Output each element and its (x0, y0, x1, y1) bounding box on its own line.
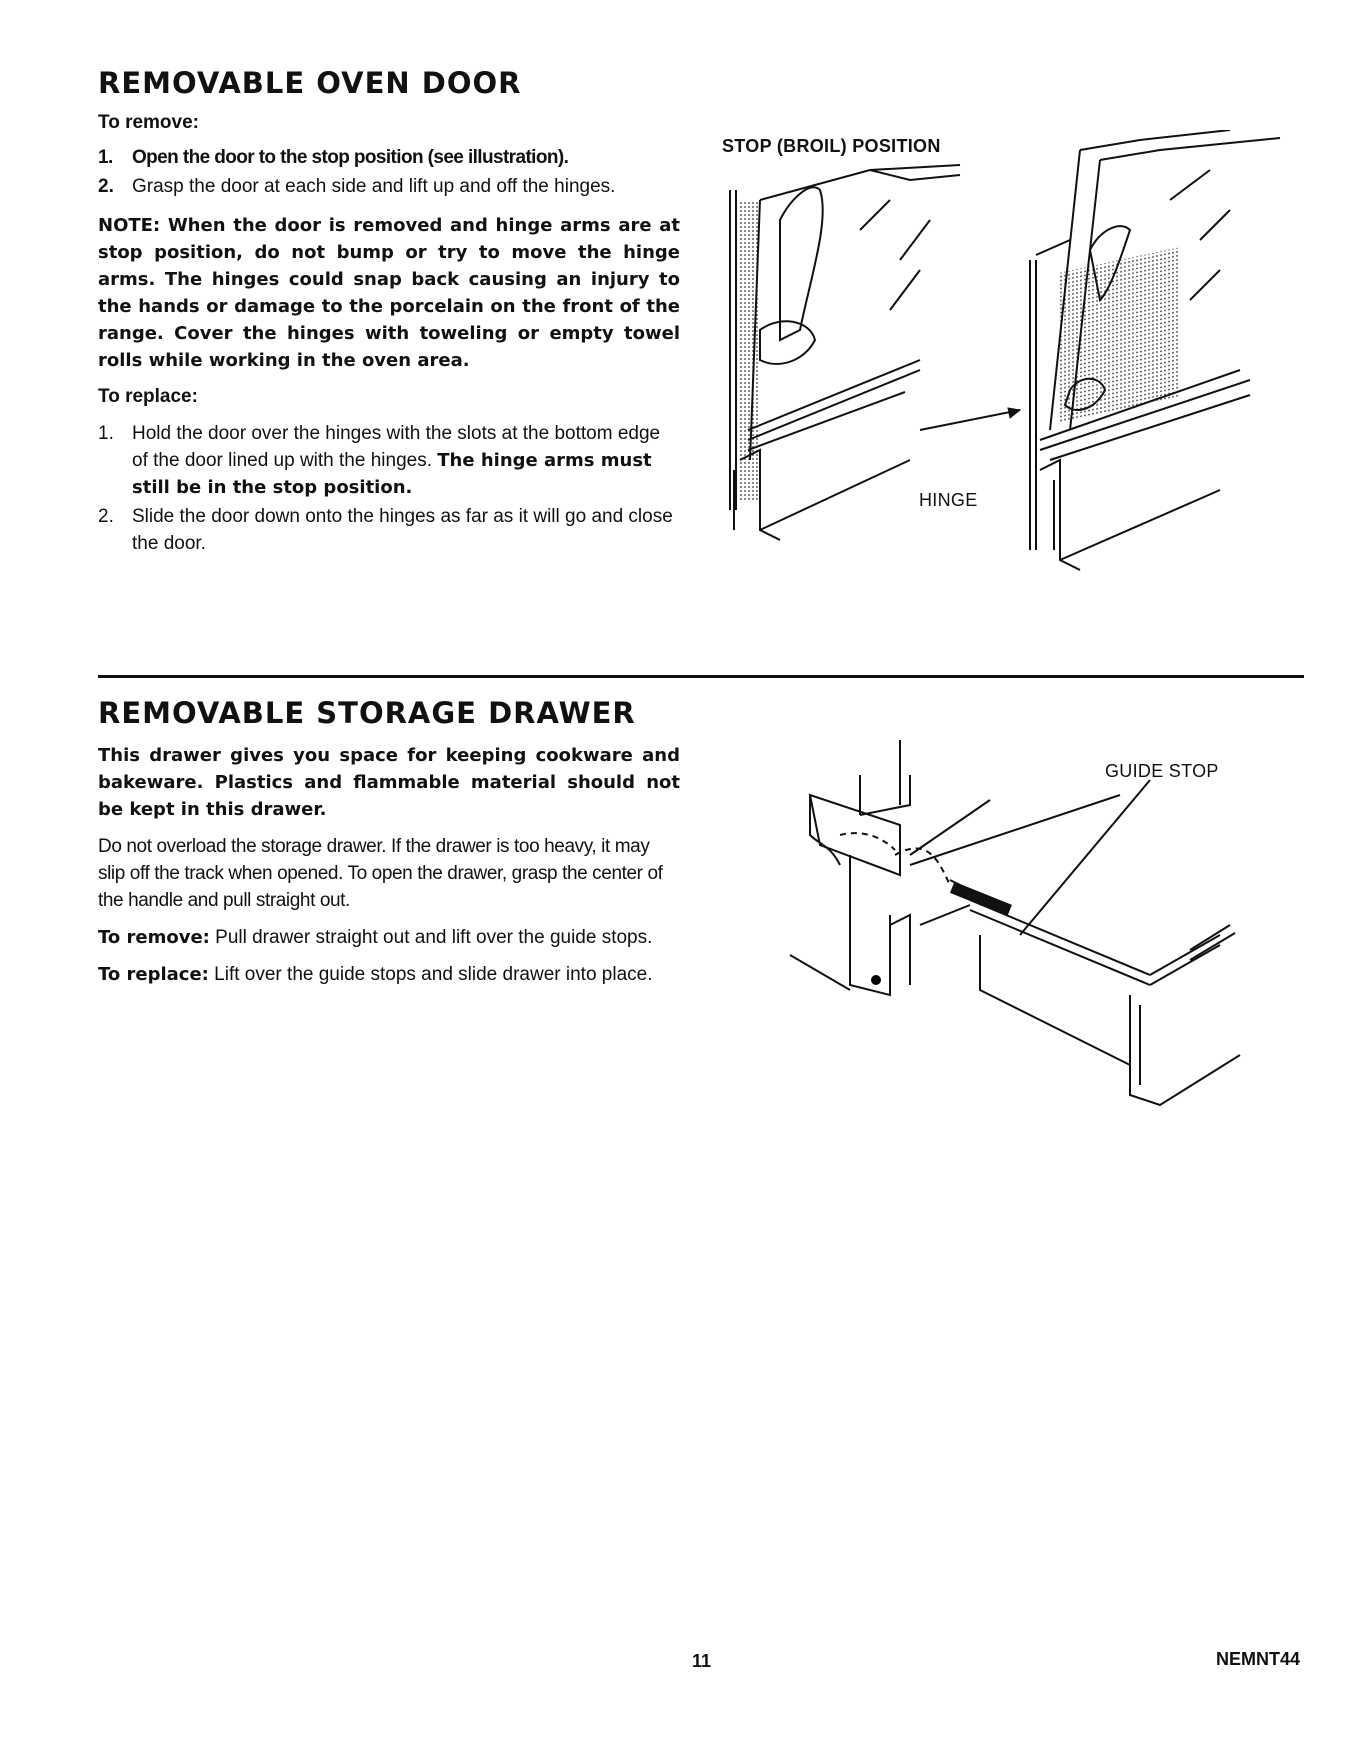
label-guide-stop: GUIDE STOP (1105, 761, 1219, 781)
section-title-storage-drawer: REMOVABLE STORAGE DRAWER (98, 696, 636, 730)
document-code: NEMNT44 (1216, 1649, 1301, 1669)
remove-heading: To remove: (98, 112, 200, 133)
label-stop-position: STOP (BROIL) POSITION (722, 136, 941, 156)
drawer-intro: This drawer gives you space for keeping cookware and bakeware. Plastics and flammable material should not be kept in this drawer. (98, 745, 680, 820)
remove-step-1: 1. Open the door to the stop position (see illustration). (98, 147, 569, 168)
storage-drawer-section (98, 696, 680, 988)
remove-steps (98, 144, 680, 200)
remove-step-2: 2. Grasp the door at each side and lift up and off the hinges. (98, 176, 616, 197)
replace-heading: To replace: (98, 386, 198, 407)
replace-step-1: 1. Hold the door over the hinges with the slots at the bottom edge of the door lined up with the hinges. The hinge arms must still be in the stop position. (98, 423, 661, 498)
label-hinge: HINGE (919, 490, 978, 510)
page-number: 11 (692, 1651, 712, 1671)
section-divider (98, 675, 1304, 678)
door-warning-note: NOTE: When the door is removed and hinge arms are at stop position, do not bump or try to move the hinge arms. The hinges could snap back causing an injury to the hands or damage to the porcelain on the front of the range. Cover the hinges with toweling or empty towel rolls while working in the oven area. (98, 215, 680, 371)
drawer-replace-instruction: To replace: Lift over the guide stops and slide drawer into place. (98, 964, 653, 985)
replace-step-2: 2. Slide the door down onto the hinges as far as it will go and close the door. (98, 506, 673, 554)
oven-door-section (98, 66, 680, 557)
storage-drawer-illustration (780, 735, 1280, 1115)
drawer-overload-warning: Do not overload the storage drawer. If the drawer is too heavy, it may slip off the track when opened. To open the drawer, grasp the center of the handle and pull straight out. (98, 836, 663, 911)
section-title-oven-door: REMOVABLE OVEN DOOR (98, 66, 522, 100)
replace-steps (98, 420, 680, 557)
oven-door-illustration (720, 130, 1310, 610)
drawer-remove-instruction: To remove: Pull drawer straight out and lift over the guide stops. (98, 927, 653, 948)
